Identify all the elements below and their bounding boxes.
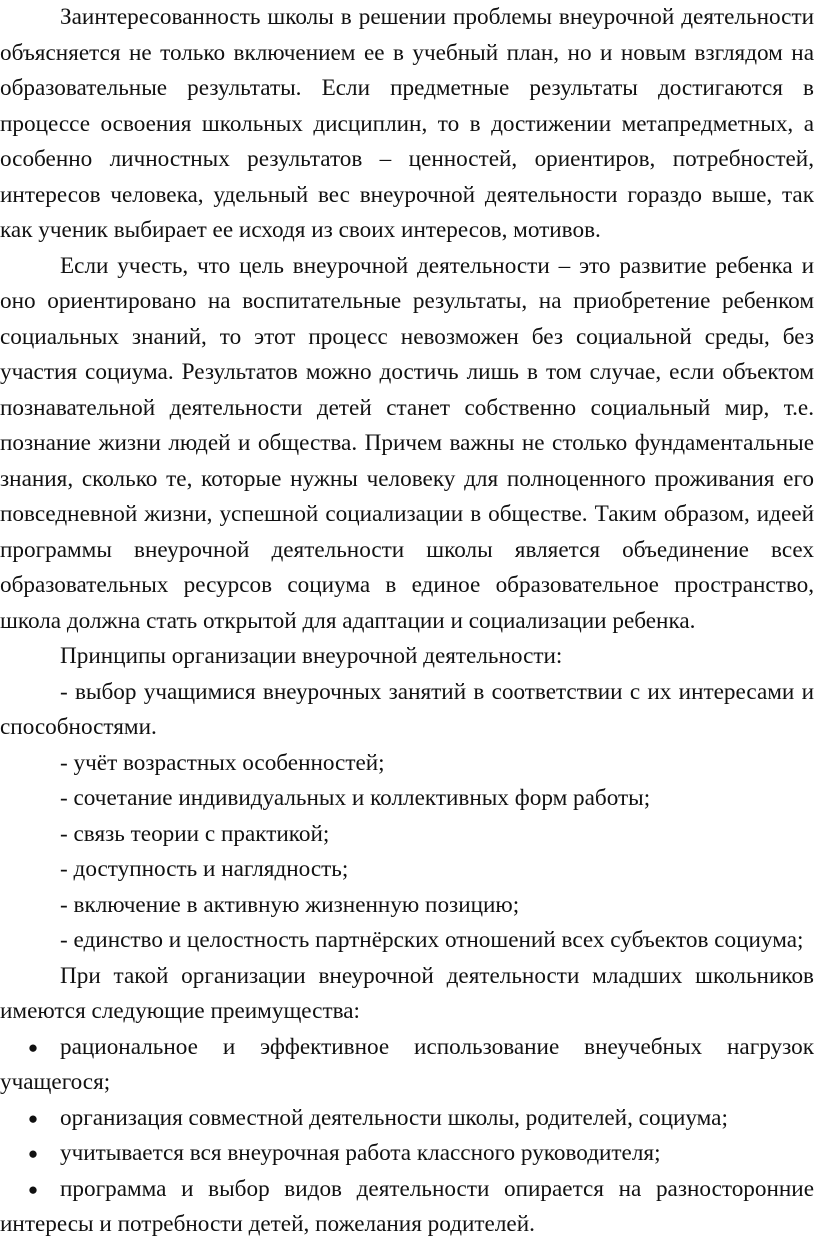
principle-item: - связь теории с практикой; — [60, 820, 330, 847]
bullet-icon: ● — [27, 1144, 39, 1163]
paragraph-goal-of-activity: Если учесть, что цель внеурочной деятельности – это развитие ребенка и оно ориентировано на воспитательные результаты, на приобретение ребенком социальных знаний, то этот процесс невозможен без социальной среды, без участия социума. Результатов можно достичь лишь в том случае, если объектом познавательной деятельности детей станет собственно социальный мир, т.е. познание жизни людей и общества. Причем важны не столько фундаментальные знания, сколько те, которые нужны человеку для полноценного проживания его повседневной жизни, успешной социализации в обществе. Таким образом, идеей программы внеурочной деятельности школы является объединение всех образовательных ресурсов социума в единое образовательное пространство, школа должна стать открытой для адаптации и социализации ребенка. — [0, 252, 814, 634]
principle-item: - выбор учащимися внеурочных занятий в соответствии с их интересами и способностями. — [0, 678, 814, 740]
principle-item: - доступность и наглядность; — [60, 856, 349, 882]
advantage-item — [0, 1136, 814, 1172]
principle-item: - включение в активную жизненную позицию; — [60, 891, 520, 918]
bullet-icon: ● — [27, 1037, 39, 1057]
principle-item: - сочетание индивидуальных и коллективных форм работы; — [60, 785, 651, 811]
advantage-text: рациональное и эффективное использование внеучебных нагрузок учащегося; — [0, 1033, 814, 1095]
principles-heading: Принципы организации внеурочной деятельности: — [60, 643, 563, 669]
advantages-intro: При такой организации внеурочной деятельности младших школьников имеются следующие преимущества: — [0, 962, 814, 1024]
advantage-text: учитывается вся внеурочная работа классного руководителя; — [60, 1140, 661, 1166]
advantage-item — [0, 1101, 814, 1137]
advantage-text: программа и выбор видов деятельности опирается на разносторонние интересы и потребности детей, пожелания родителей. — [0, 1175, 814, 1237]
principle-item: - учёт возрастных особенностей; — [60, 749, 385, 776]
paragraph-school-interest: Заинтересованность школы в решении проблемы внеурочной деятельности объясняется не только включением ее в учебный план, но и новым взглядом на образовательные результаты. Если предметные результаты достигаются в процессе освоения школьных дисциплин, то в достижении метапредметных, а особенно личностных результатов – ценностей, ориентиров, потребностей, интересов человека, удельный вес внеурочной деятельности гораздо выше, так как ученик выбирает ее исходя из своих интересов, мотивов. — [0, 4, 814, 243]
advantage-item — [0, 1030, 814, 1101]
advantage-text: организация совместной деятельности школы, родителей, социума; — [60, 1104, 728, 1131]
bullet-icon: ● — [27, 1108, 39, 1128]
advantage-item — [0, 1172, 814, 1243]
bullet-icon: ● — [27, 1179, 39, 1199]
principle-item: - единство и целостность партнёрских отношений всех субъектов социума; — [60, 927, 804, 953]
